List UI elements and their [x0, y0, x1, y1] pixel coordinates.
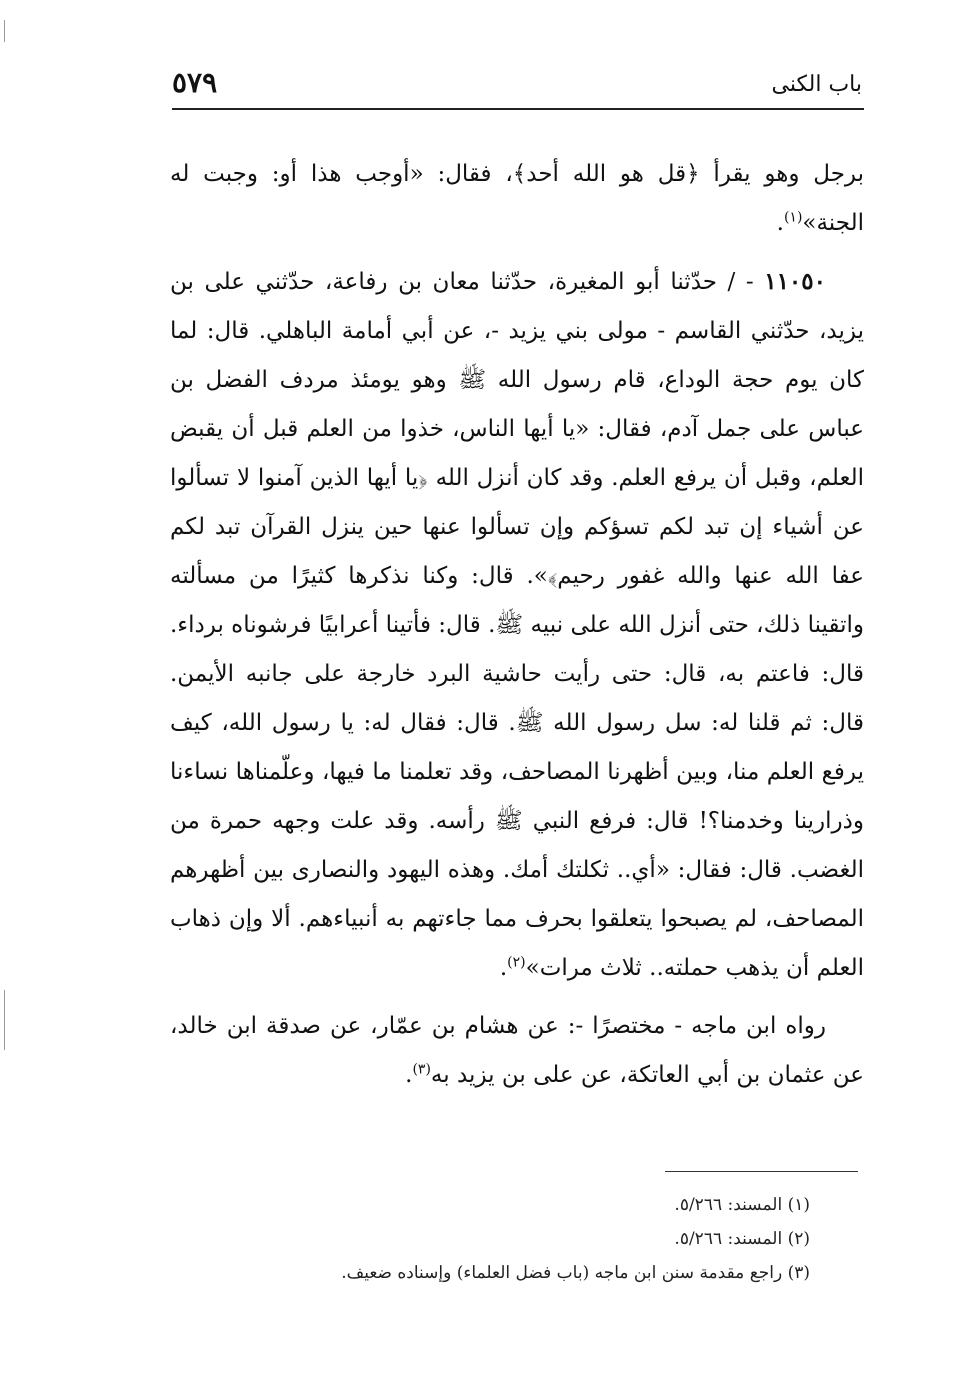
paragraph-3: [170, 1002, 864, 1100]
footnotes: [230, 1188, 810, 1290]
chapter-title: باب الكنى: [771, 72, 862, 97]
scan-edge-mark: [4, 20, 5, 42]
footnote-1: (١) المسند: ٥/٢٦٦.: [674, 1195, 810, 1215]
hadith-text: - / حدّثنا أبو المغيرة، حدّثنا معان بن رفاعة، حدّثني على بن يزيد، حدّثني القاسم - مولى بني يزيد -، عن أبي أمامة الباهلي. قال: لما كان يوم حجة الوداع، قام رسول الله ﷺ وهو يومئذ مردف الفضل بن عباس على جمل آدم، فقال: «يا أيها الناس، خذوا من العلم قبل أن يقبض العلم، وقبل أن يرفع العلم. وقد كان أنزل الله ﴿يا أيها الذين آمنوا لا تسألوا عن أشياء إن تبد لكم تسؤكم وإن تسألوا عنها حين ينزل القرآن تبد لكم عفا الله عنها والله غفور رحيم﴾». قال: وكنا نذكرها كثيرًا من مسألته واتقينا ذلك، حتى أنزل الله على نبيه ﷺ. قال: فأتينا أعرابيًا فرشوناه برداء. قال: فاعتم به، قال: حتى رأيت حاشية البرد خارجة على جانبه الأيمن. قال: ثم قلنا له: سل رسول الله ﷺ. قال: فقال له: يا رسول الله، كيف يرفع العلم منا، وبين أظهرنا المصاحف، وقد تعلمنا ما فيها، وعلّمناها نساءنا وذرارينا وخدمنا؟! قال: فرفع النبي ﷺ رأسه. وقد علت وجهه حمرة من الغضب. قال: فقال: «أي.. ثكلتك أمك. وهذه اليهود والنصارى بين أظهرهم المصاحف، لم يصبحوا يتعلقوا بحرف مما جاءتهم به أنبياءهم. ألا وإن ذهاب العلم أن يذهب حملته.. ثلاث مرات»: [170, 269, 864, 981]
scan-edge-mark: [4, 990, 5, 1050]
running-header: [172, 62, 862, 102]
paragraph-1-text: برجل وهو يقرأ ﴿قل هو الله أحد﴾، فقال: «أوجب هذا أو: وجبت له الجنة»: [170, 161, 864, 236]
main-text: [170, 150, 864, 1100]
footnote-2: (٢) المسند: ٥/٢٦٦.: [674, 1229, 810, 1249]
paragraph-1-end: .: [776, 210, 784, 236]
hadith-end: .: [499, 955, 508, 981]
hadith-paragraph: [170, 257, 864, 993]
paragraph-3-text: رواه ابن ماجه - مختصرًا -: عن هشام بن عمّار، عن صدقة ابن خالد، عن عثمان بن أبي العاتكة، عن على بن يزيد به: [170, 1013, 864, 1088]
header-rule: [172, 108, 864, 110]
footnote-ref-1: (١): [783, 209, 803, 226]
hadith-number: ١١٠٥٠: [764, 268, 826, 295]
page-number: ٥٧٩: [172, 66, 218, 99]
footnote-3: (٣) راجع مقدمة سنن ابن ماجه (باب فضل العلماء) وإسناده ضعيف.: [341, 1263, 810, 1283]
footnote-ref-3: (٣): [412, 1061, 431, 1078]
footnote-ref-2: (٢): [507, 954, 526, 971]
paragraph-1: [170, 150, 864, 248]
paragraph-3-end: .: [405, 1062, 413, 1088]
footnote-rule: [665, 1171, 858, 1172]
